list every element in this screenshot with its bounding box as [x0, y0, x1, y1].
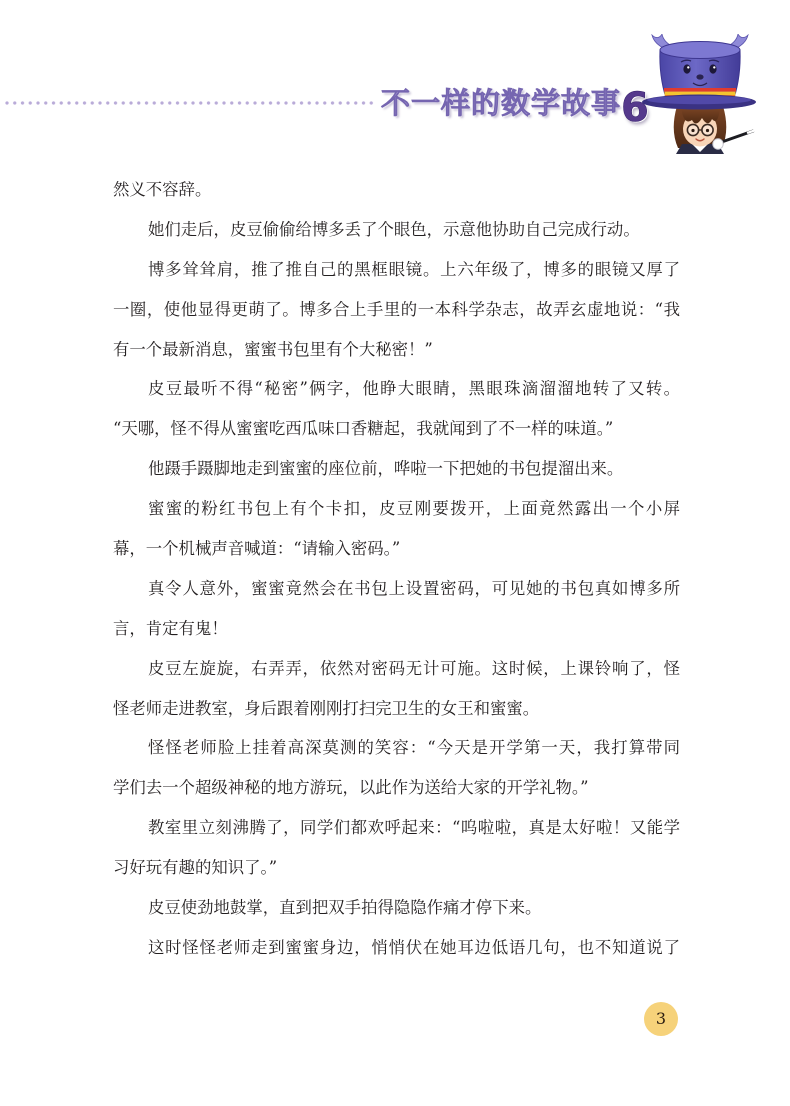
paragraph [113, 449, 680, 489]
text-line: 幕，一个机械声音喊道：“请输入密码。” [113, 539, 401, 559]
text-line: 言，肯定有鬼！ [113, 618, 228, 638]
paragraph [113, 808, 680, 888]
text-line: 怪老师走进教室，身后跟着刚刚打扫完卫生的女王和蜜蜜。 [113, 698, 540, 718]
text-line: 一圈，使他显得更萌了。博多合上手里的一本科学杂志，故弄玄虚地说：“我 [113, 299, 680, 319]
text-line: 这时怪怪老师走到蜜蜜身边，悄悄伏在她耳边低语几句，也不知道说了 [148, 937, 680, 957]
text-line: 学们去一个超级神秘的地方游玩，以此作为送给大家的开学礼物。” [113, 778, 589, 798]
paragraph [113, 369, 680, 449]
story-text [113, 170, 680, 968]
text-line: 习好玩有趣的知识了。” [113, 858, 278, 878]
volume-number: 6 [621, 85, 649, 131]
text-line: 教室里立刻沸腾了，同学们都欢呼起来：“呜啦啦，真是太好啦！又能学 [148, 818, 680, 838]
paragraph [113, 928, 680, 968]
page-number: 3 [655, 1009, 667, 1028]
paragraph [113, 649, 680, 729]
paragraph [113, 250, 680, 370]
page-number-badge [644, 1002, 678, 1036]
text-line: 有一个最新消息，蜜蜜书包里有个大秘密！” [113, 339, 433, 359]
paragraph [113, 888, 680, 928]
text-line: “天哪，怪不得从蜜蜜吃西瓜味口香糖起，我就闻到了不一样的味道。” [113, 419, 614, 439]
paragraph [113, 569, 680, 649]
text-line: 他蹑手蹑脚地走到蜜蜜的座位前，哗啦一下把她的书包提溜出来。 [148, 459, 624, 479]
text-line: 她们走后，皮豆偷偷给博多丢了个眼色，示意他协助自己完成行动。 [148, 219, 640, 239]
header-dotted-rule [4, 100, 376, 106]
text-line: 博多耸耸肩，推了推自己的黑框眼镜。上六年级了，博多的眼镜又厚了 [148, 259, 680, 279]
paragraph [113, 728, 680, 808]
text-line: 真令人意外，蜜蜜竟然会在书包上设置密码，可见她的书包真如博多所 [148, 578, 680, 598]
series-title: 不一样的数学故事 [381, 86, 622, 120]
text-line: 皮豆最听不得“秘密”俩字，他睁大眼睛，黑眼珠滴溜溜地转了又转。 [148, 379, 680, 399]
mascot-top-hat [642, 34, 756, 110]
paragraph [113, 489, 680, 569]
magician-hat-mascot-icon [632, 34, 758, 154]
text-line: 然义不容辞。 [113, 180, 212, 199]
text-line: 蜜蜜的粉红书包上有个卡扣，皮豆刚要拨开，上面竟然露出一个小屏 [148, 499, 680, 519]
text-line: 皮豆左旋旋，右弄弄，依然对密码无计可施。这时候，上课铃响了，怪 [148, 658, 680, 678]
paragraph [113, 170, 680, 210]
text-line: 皮豆使劲地鼓掌，直到把双手拍得隐隐作痛才停下来。 [148, 898, 542, 918]
paragraph [113, 210, 680, 250]
text-line: 怪怪老师脸上挂着高深莫测的笑容：“今天是开学第一天，我打算带同 [148, 738, 680, 758]
